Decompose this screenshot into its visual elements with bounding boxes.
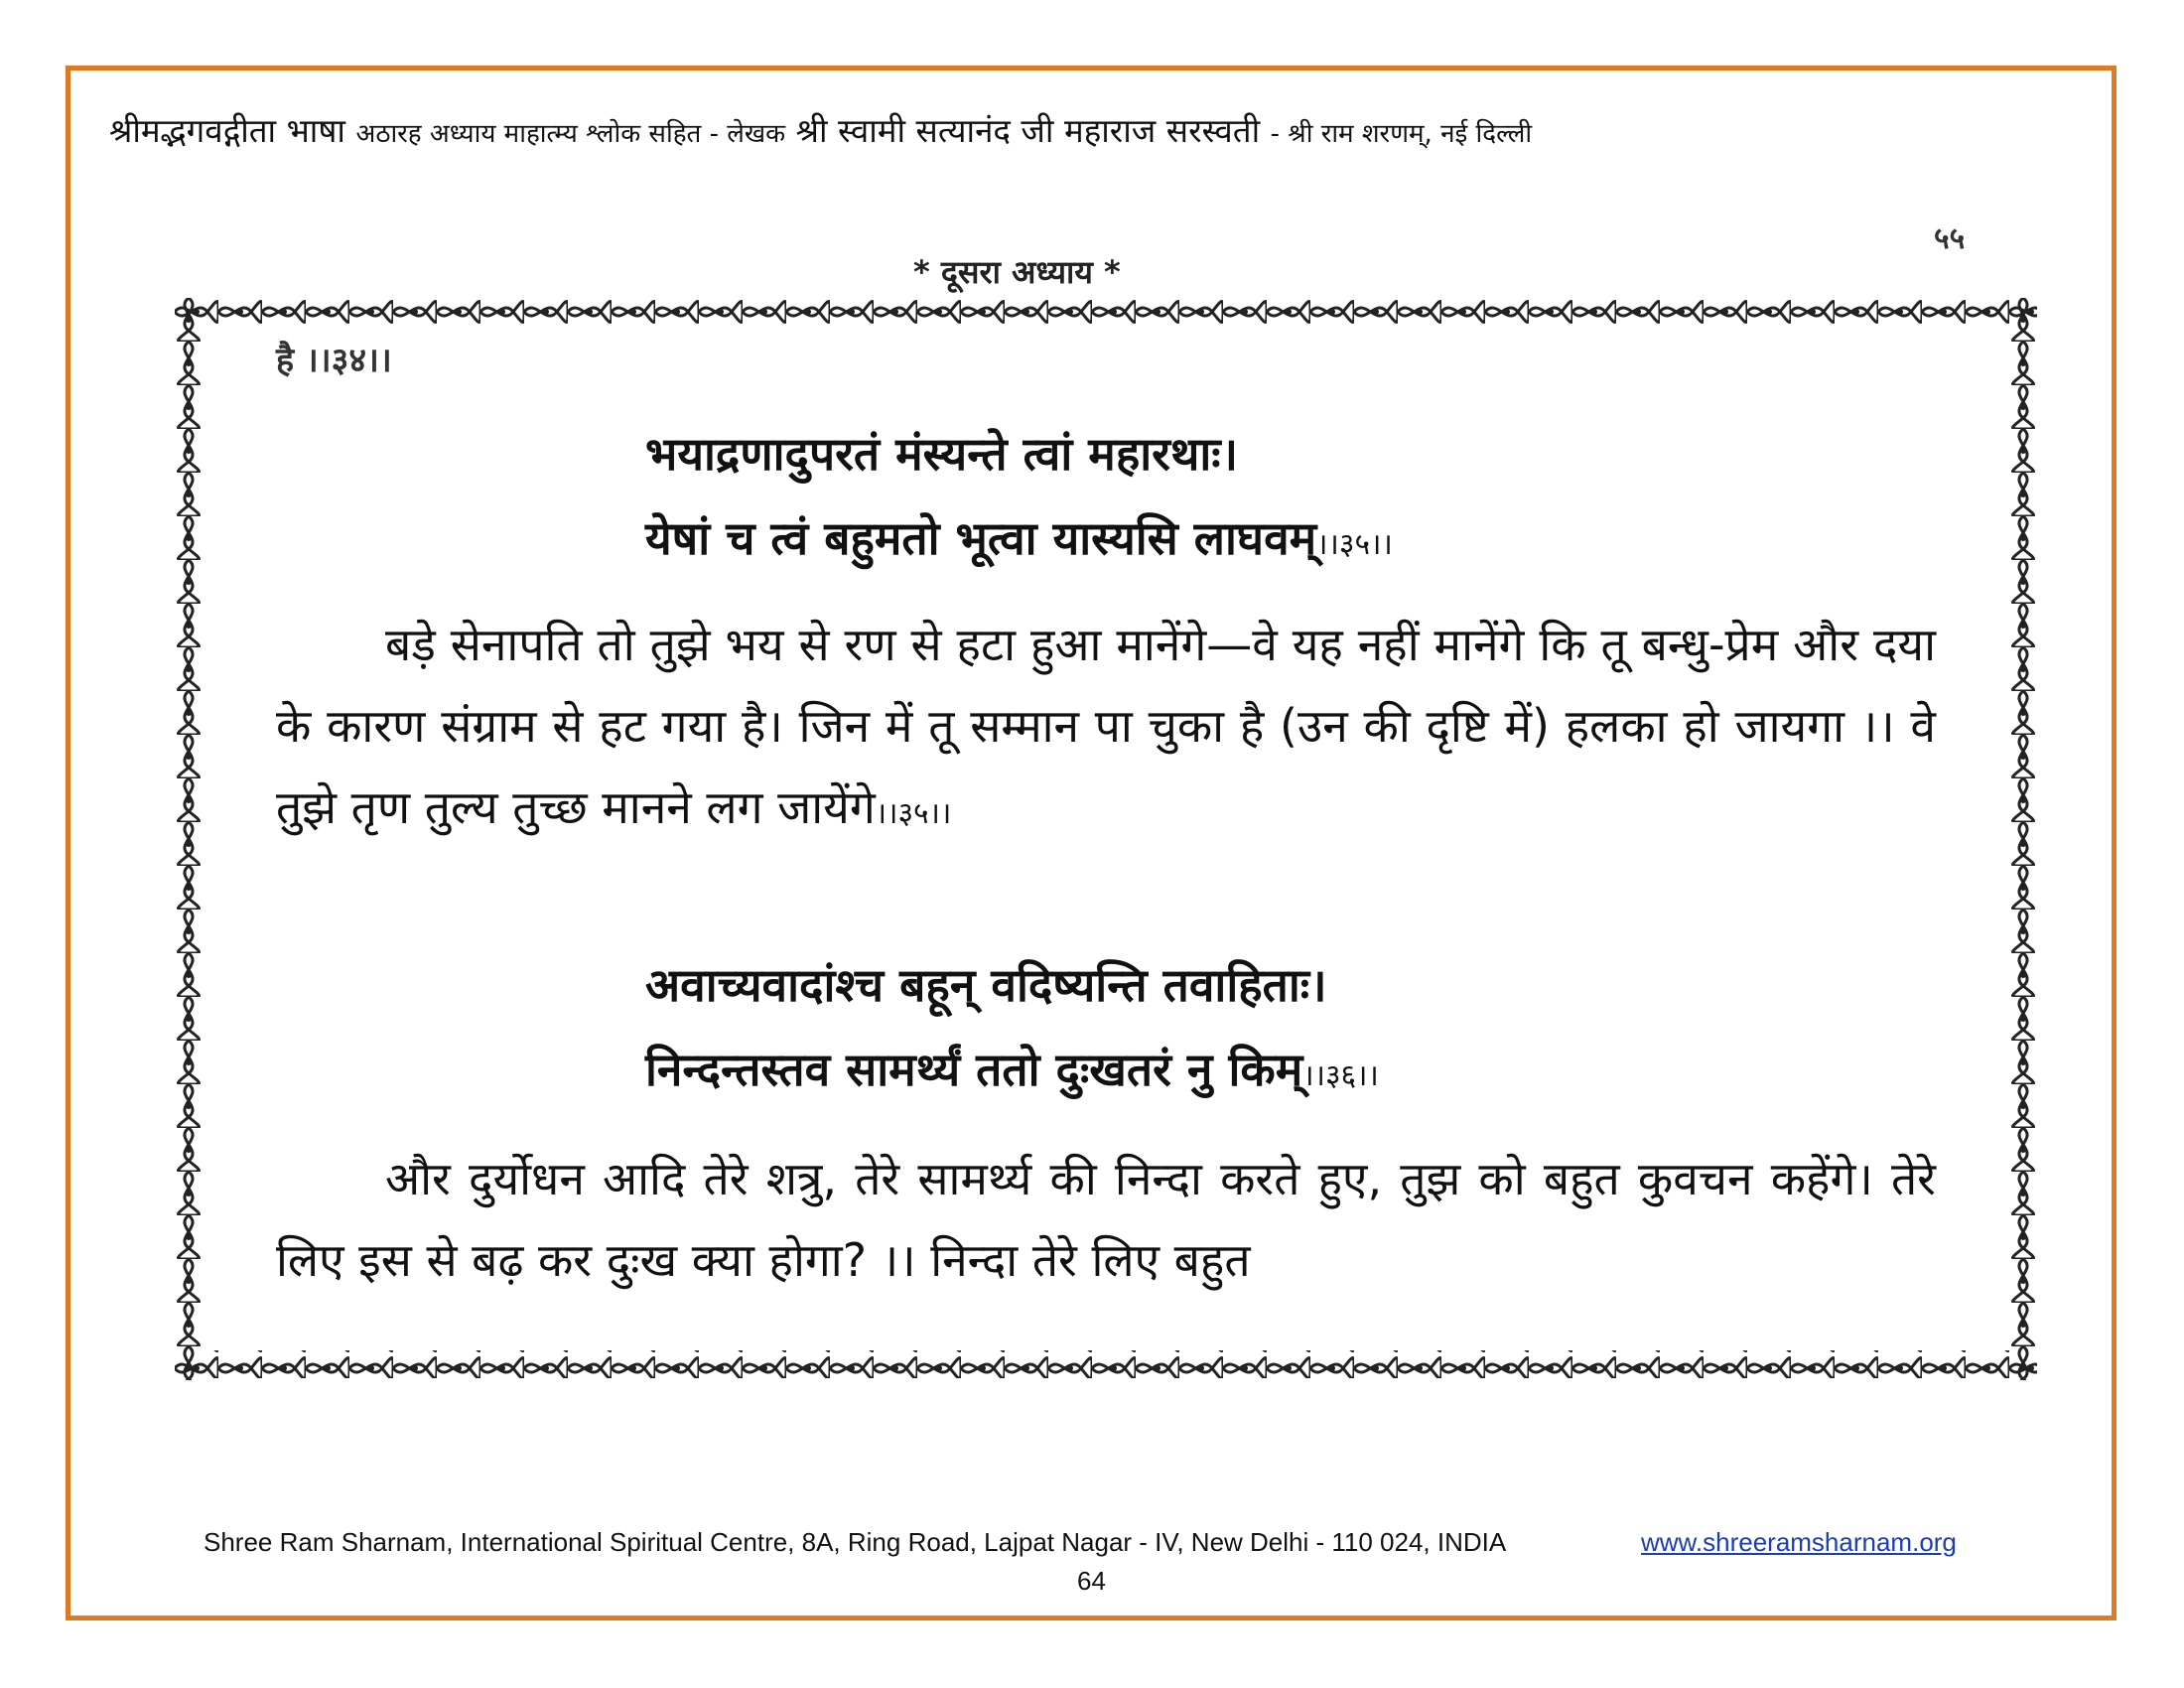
commentary-36 xyxy=(276,1138,1936,1301)
header-publisher: - श्री राम शरणम्, नई दिल्ली xyxy=(1270,119,1533,149)
scan-page-number: ५५ xyxy=(1934,221,1966,256)
commentary-number: ।।३५।। xyxy=(875,796,952,831)
website-link[interactable]: www.shreeramsharnam.org xyxy=(1641,1527,1957,1557)
verse-text: अवाच्यवादांश्च बहून् वदिष्यन्ति तवाहिताः। xyxy=(645,958,1327,1012)
verse-35-line-1 xyxy=(645,422,1238,484)
verse-number: ।।३५।। xyxy=(1316,527,1393,562)
verse-35-line-2 xyxy=(645,506,1393,568)
commentary-35 xyxy=(276,604,1936,855)
verse-text: येषां च त्वं बहुमतो भूत्वा यास्यसि लाघवम् xyxy=(645,511,1317,565)
footer-address: Shree Ram Sharnam, International Spiritual Centre, 8A, Ring Road, Lajpat Nagar - IV, New Delhi - 110 024, INDIA xyxy=(204,1527,1507,1557)
document-header xyxy=(109,107,2075,152)
header-title: श्रीमद्भगवद्गीता भाषा xyxy=(109,111,345,150)
previous-verse-ref: है ।।३४।। xyxy=(276,341,392,380)
verse-36-line-1 xyxy=(645,953,1327,1015)
page-number: 64 xyxy=(1077,1566,1106,1596)
commentary-text: और दुर्योधन आदि तेरे शत्रु, तेरे सामर्थ्य की निन्दा करते हुए, तुझ को बहुत कुवचन कहेंगे। तेरे लिए इस से बढ़ कर दुःख क्या होगा? ।। निन्दा तेरे लिए बहुत xyxy=(276,1152,1936,1287)
header-author: श्री स्वामी सत्यानंद जी महाराज सरस्वती xyxy=(795,111,1261,150)
chapter-title: * दूसरा अध्याय * xyxy=(913,253,1121,291)
verse-text: भयाद्रणादुपरतं मंस्यन्ते त्वां महारथाः। xyxy=(645,427,1239,481)
commentary-text: बड़े सेनापति तो तुझे भय से रण से हटा हुआ मानेंगे—वे यह नहीं मानेंगे कि तू बन्धु-प्रेम और दया के कारण संग्राम से हट गया है। जिन में तू सम्मान पा चुका है (उन की दृष्टि में) हलका हो जायगा ।। वे तुझे तृण तुल्य तुच्छ मानने लग जायेंगे xyxy=(276,618,1936,834)
verse-text: निन्दन्तस्तव सामर्थ्यं ततो दुःखतरं नु किम् xyxy=(645,1043,1303,1096)
verse-36-line-2 xyxy=(645,1038,1379,1099)
verse-number: ।।३६।। xyxy=(1302,1058,1379,1093)
header-subtitle: अठारह अध्याय माहात्म्य श्लोक सहित - लेखक xyxy=(355,119,786,149)
